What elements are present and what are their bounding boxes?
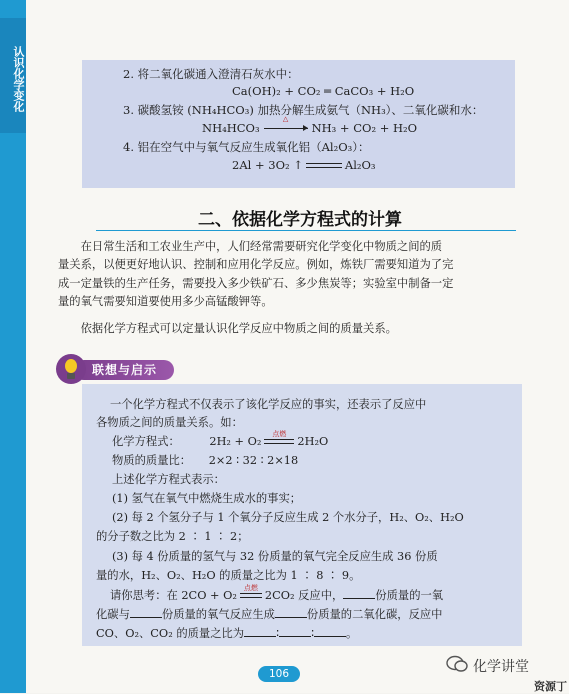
ignite-condition-2: 点燃 xyxy=(243,584,258,592)
assoc-line-10: 量的水，H₂、O₂、H₂O 的质量之比为 1 ∶ 8 ∶ 9。 xyxy=(96,569,361,582)
blank-4[interactable] xyxy=(244,626,276,637)
assoc-line-13 xyxy=(96,625,357,641)
think-text-4: 份质量的二氧化碳，反应中 xyxy=(306,608,443,621)
heading-rule xyxy=(96,230,516,231)
assoc-line-1: 一个化学方程式不仅表示了该化学反应的事实，还表示了反应中 xyxy=(110,398,427,411)
equation-4-left: 2Al + 3O₂ ↑ xyxy=(232,158,303,172)
blank-2[interactable] xyxy=(130,607,162,618)
mass-ratio-values: 2×2 ∶ 32 ∶ 2×18 xyxy=(208,454,299,467)
equation-2: Ca(OH)₂ + CO₂ ═ CaCO₃ + H₂O xyxy=(232,84,415,98)
assoc-line-5: 上述化学方程式表示： xyxy=(112,473,225,486)
ratio-sep-2: ∶ xyxy=(311,627,315,640)
intro-paragraph xyxy=(58,238,528,312)
assoc-line-6: (1) 氢气在氧气中燃烧生成水的事实； xyxy=(112,492,302,505)
chat-bubble-icon xyxy=(446,655,468,673)
ratio-sep-1: ∶ xyxy=(276,627,280,640)
lightbulb-icon xyxy=(56,354,86,384)
equation-item-4: 4. 铝在空气中与氧气反应生成氧化铝（Al₂O₃）： xyxy=(123,140,370,154)
assoc-line-4 xyxy=(112,452,298,468)
watermark-text: 化学讲堂 xyxy=(473,659,529,675)
water-eq-sign xyxy=(264,430,294,447)
page-number: 106 xyxy=(258,666,300,682)
heat-condition: △ xyxy=(282,115,289,123)
equation-item-3: 3. 碳酸氢铵 (NH₄HCO₃) 加热分解生成氨气（NH₃）、二氧化碳和水： xyxy=(123,103,484,117)
section-heading: 二、依据化学方程式的计算 xyxy=(198,210,402,230)
assoc-line-8: 的分子数之比为 2 ∶ 1 ∶ 2； xyxy=(96,530,249,543)
equals-sign xyxy=(306,161,342,171)
equation-item-2: 2. 将二氧化碳通入澄清石灰水中： xyxy=(123,67,299,81)
mass-ratio-label: 物质的质量比： xyxy=(112,454,192,467)
equation-3-arrow xyxy=(264,115,308,134)
blank-5[interactable] xyxy=(279,626,311,637)
assoc-line-12 xyxy=(96,606,442,622)
think-text-1: 份质量的一氧 xyxy=(375,589,444,602)
think-prompt: 请你思考：在 2CO + O₂ xyxy=(110,589,237,602)
think-reaction: 2CO₂ 反应中， xyxy=(264,589,344,602)
assoc-line-7: (2) 每 2 个氢分子与 1 个氧分子反应生成 2 个水分子，H₂、O₂、H₂O xyxy=(112,511,464,524)
co-eq-sign xyxy=(240,584,262,601)
water-eq-left: 2H₂ + O₂ xyxy=(209,435,262,448)
summary-paragraph: 依据化学方程式可以定量认识化学反应中物质之间的质量关系。 xyxy=(80,322,397,335)
assoc-line-9: (3) 每 4 份质量的氢气与 32 份质量的氧气完全反应生成 36 份质 xyxy=(112,550,438,563)
assoc-line-2: 各物质之间的质量关系。如： xyxy=(96,416,243,429)
equation-3-right: NH₃ + CO₂ + H₂O xyxy=(311,121,418,135)
water-eq-right: 2H₂O xyxy=(297,435,329,448)
think-text-5: CO、O₂、CO₂ 的质量之比为 xyxy=(96,627,245,640)
ignite-condition: 点燃 xyxy=(272,430,287,438)
sidebar-chapter-tab xyxy=(0,18,26,133)
corner-text: 资源丁 xyxy=(534,680,567,693)
blank-6[interactable] xyxy=(314,626,346,637)
blank-1[interactable] xyxy=(343,588,375,599)
sidebar-tab-label: 认识化学变化 xyxy=(12,45,25,112)
assoc-line-11 xyxy=(110,584,444,603)
intro-line-2: 量关系，以便更好地认识、控制和应用化学反应。例如，炼铁厂需要知道为了完 xyxy=(58,258,454,272)
intro-line-1: 在日常生活和工农业生产中，人们经常需要研究化学变化中物质之间的质 xyxy=(80,240,443,253)
think-text-3: 份质量的氧气反应生成 xyxy=(161,608,275,621)
think-text-2: 化碳与 xyxy=(96,608,130,621)
intro-line-3: 成一定量铁的生产任务，需要投入多少铁矿石、多少焦炭等；实验室中制备一定 xyxy=(58,276,454,290)
equation-3 xyxy=(202,115,418,135)
intro-line-4: 量的氧气需要知道要使用多少高锰酸钾等。 xyxy=(58,295,273,309)
equation-label: 化学方程式： xyxy=(112,435,180,448)
association-banner xyxy=(56,354,172,384)
assoc-line-3 xyxy=(112,430,329,449)
equation-4 xyxy=(232,158,376,172)
equation-3-left: NH₄HCO₃ xyxy=(202,121,260,135)
sidebar-strip xyxy=(0,0,26,693)
blank-3[interactable] xyxy=(275,607,307,618)
equation-4-right: Al₂O₃ xyxy=(344,158,376,172)
think-end: 。 xyxy=(346,627,358,640)
banner-label: 联想与启示 xyxy=(92,363,158,377)
